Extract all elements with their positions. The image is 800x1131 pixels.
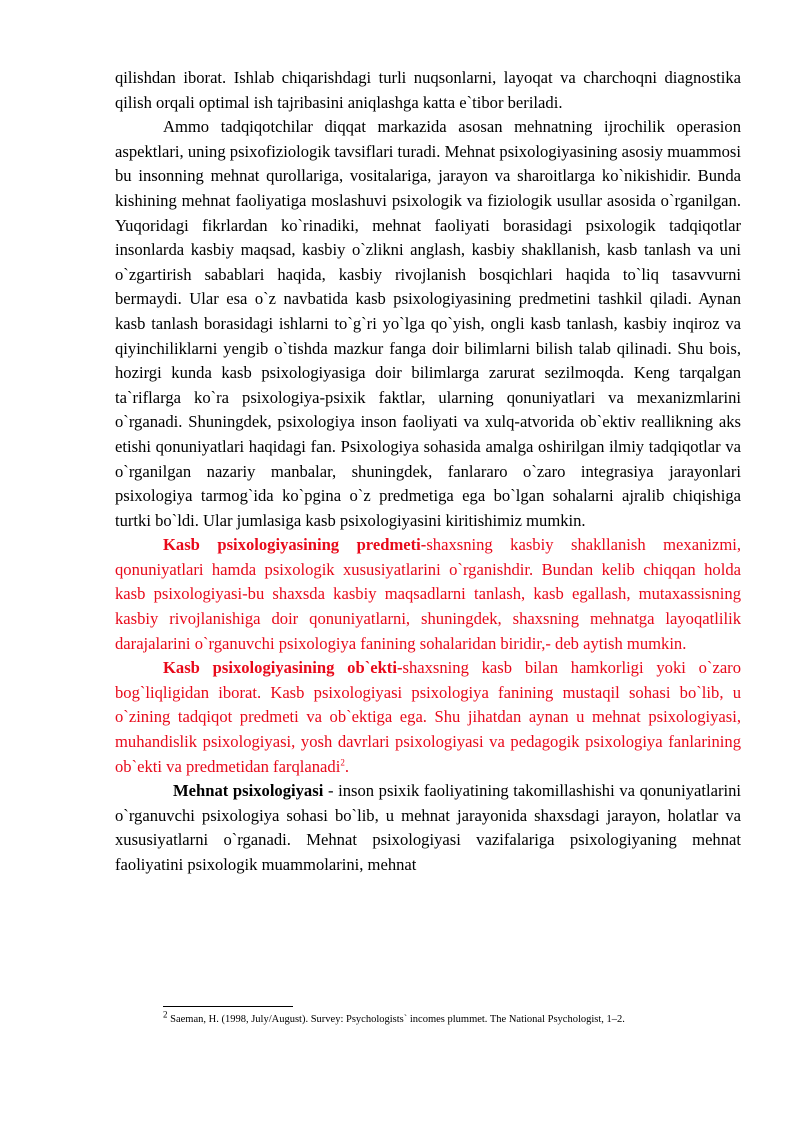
document-body [115, 66, 741, 878]
paragraph-object-definition [115, 656, 741, 779]
subject-term: Kasb psixologiyasining predmeti- [163, 535, 427, 555]
paragraph-subject-definition [115, 533, 741, 656]
footnote-divider [163, 1006, 293, 1007]
footnote-text: Saeman, H. (1998, July/August). Survey: Psychologists` incomes plummet. The National Psychologist, 1–2. [167, 1014, 625, 1025]
paragraph-2: Ammo tadqiqotchilar diqqat markazida asosan mehnatning ijrochilik operasion aspektlari, uning psixofiziologik tavsiflari turadi. Mehnat psixologiyasining asosiy muammosi bu insonning mehnat qurollariga, vositalariga, jarayon va sharoitlarga ko`nikishidir. Bunda kishining mehnat faoliyatiga moslashuvi psixologik va fiziologik usullar asosida o`rganilgan. Yuqoridagi fikrlardan ko`rinadiki, mehnat faoliyati borasidagi psixologik tadqiqotlar insonlarda kasbiy maqsad, kasbiy o`zlikni anglash, kasbiy shakllanish, kasb tanlash va uni o`zgartirish sabablari haqida, kasbiy rivojlanish bosqichlari haqida to`liq tasavvurni bermaydi. Ular esa o`z navbatida kasb psixologiyasining predmetini tashkil qiladi. Aynan kasb tanlash borasidagi ishlarni to`g`ri yo`lga qo`yish, ongli kasb tanlash, kasbiy inqiroz va qiyinchiliklarni yengib o`tishda mazkur fanga doir bilimlarni bilish talab qilinadi. Shu bois, hozirgi kunda kasb psixologiyasiga doir bilimlarga zarurat sezilmoqda. Keng tarqalgan ta`riflarga ko`ra psixologiya-psixik faktlar, ularning qonuniyatlari va mexanizmlarini o`rganadi. Shuningdek, psixologiya inson faoliyati va xulq-atvorida ob`ektiv reallikning aks etishi qonuniyatlari haqidagi fan. Psixologiya sohasida amalga oshirilgan ilmiy tadqiqotlar va o`rganilgan nazariy manbalar, shuningdek, fanlararo o`zaro integrasiya jarayonlari psixologiya tarmog`ida ko`pgina o`z predmetiga ega bo`lgan sohalarni ajralib chiqishiga turtki bo`ldi. Ular jumlasiga kasb psixologiyasini kiritishimiz mumkin. [115, 117, 741, 530]
footnote-reference: 2 [340, 757, 345, 768]
paragraph-labor-psychology [115, 779, 741, 877]
object-definition-text: shaxsning kasb bilan hamkorligi yoki o`zaro bog`liqligidan iborat. Kasb psixologiyasi psixologiya fanining mustaqil sohasi bo`lib, u o`zining tadqiqot predmeti va ob`ektiga ega. Shu jihatdan aynan u mehnat psixologiyasi, muhandislik psixologiyasi, yosh davrlari psixologiyasi va pedagogik psixologiya fanlarining ob`ekti va predmetidan farqlanadi [115, 658, 742, 776]
paragraph-1: qilishdan iborat. Ishlab chiqarishdagi turli nuqsonlarni, layoqat va charchoqni diagnostika qilish orqali optimal ish tajribasini aniqlashga katta e`tibor beriladi. [115, 68, 741, 112]
footnote-number: 2 [163, 1009, 168, 1020]
footnote [163, 1009, 753, 1027]
object-definition-end: . [344, 756, 349, 776]
subject-definition-text: shaxsning kasbiy shakllanish mexanizmi, qonuniyatlari hamda psixologik xususiyatlarini o`rganishdir. Bundan kelib chiqqan holda kasb psixologiyasi-bu shaxsda kasbiy maqsadlarni tanlash, kasb egallash, mutaxassisning kasbiy rivojlanishiga doir qonuniyatlarni, shuningdek, shaxsning mehnatga layoqatlilik darajalarini o`rganuvchi psixologiya fanining sohalaridan biridir,- deb aytish mumkin. [115, 535, 742, 653]
labor-psychology-text: - inson psixik faoliyatining takomillashishi va qonuniyatlarini o`rganuvchi psixologiya sohasi bo`lib, u mehnat jarayonida shaxsdagi jarayon, holatlar va xususiyatlarni o`rganadi. Mehnat psixologiyasi vazifalariga psixologiyaning mehnat faoliyatini psixologik muammolarini, mehnat [115, 781, 741, 874]
labor-psychology-term: Mehnat psixologiyasi [173, 781, 324, 801]
object-term: Kasb psixologiyasining ob`ekti- [163, 658, 403, 678]
